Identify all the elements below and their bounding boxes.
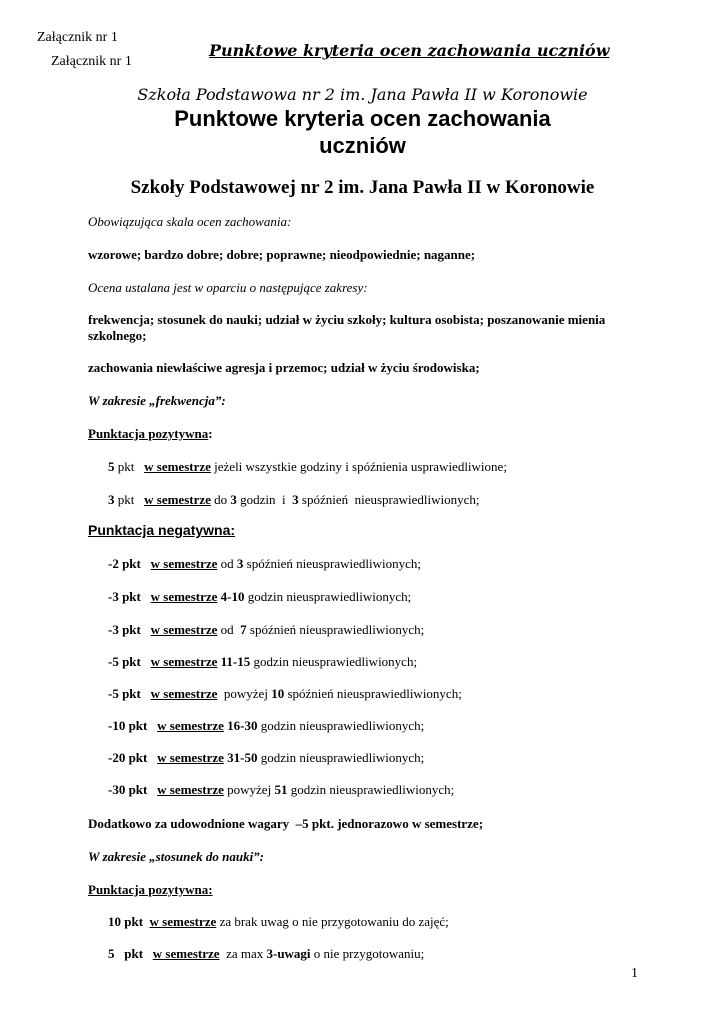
- rule-text: powyżej: [223, 782, 275, 797]
- list-item: [108, 556, 421, 572]
- page-title-line2: uczniów: [319, 133, 406, 158]
- page-title-line1: Punktowe kryteria ocen zachowania: [174, 106, 551, 131]
- script-title: Punktowe kryteria ocen zachowania uczniów: [209, 41, 610, 60]
- ranges-label: Ocena ustalana jest w oparciu o następujące zakresy:: [88, 280, 368, 295]
- points-value: -20 pkt: [108, 750, 148, 765]
- rule-number: 51: [274, 782, 288, 797]
- semester-label: w semestrze: [150, 589, 218, 604]
- rule-number: 7: [240, 622, 247, 637]
- rule-number: 3: [236, 556, 244, 571]
- list-item: [108, 622, 424, 638]
- points-value: -30 pkt: [108, 782, 148, 797]
- page-subtitle: Szkoły Podstawowej nr 2 im. Jana Pawła II w Koronowie: [130, 177, 595, 198]
- rule-text: do: [210, 492, 231, 507]
- ranges-list: frekwencja; stosunek do nauki; udział w życiu szkoły; kultura osobista; poszanowanie mienia szkolnego;: [88, 312, 606, 343]
- list-item: [108, 459, 507, 475]
- points-value: -3 pkt: [108, 589, 141, 604]
- semester-label: w semestrze: [157, 782, 224, 797]
- rule-text: godzin nieusprawiedliwionych;: [250, 654, 418, 669]
- list-item: [108, 946, 424, 962]
- list-item: [108, 654, 417, 670]
- positive-heading-label: Punktacja pozytywna: [88, 426, 209, 441]
- rule-text: godzin nieusprawiedliwionych;: [257, 718, 425, 733]
- scale-label: Obowiązująca skala ocen zachowania:: [88, 214, 292, 229]
- rule-text: godzin nieusprawiedliwionych;: [244, 589, 412, 604]
- points-unit: pkt: [114, 459, 145, 474]
- rule-text: spóźnień nieusprawiedliwionych;: [284, 686, 462, 701]
- points-value: -10 pkt: [108, 718, 148, 733]
- positive-heading-colon: :: [208, 426, 213, 441]
- rule-text: za max: [219, 946, 267, 961]
- rule-text: godzin nieusprawiedliwionych;: [257, 750, 425, 765]
- semester-label: w semestrze: [144, 492, 211, 507]
- points-value: 3: [108, 492, 115, 507]
- rule-text: godzin nieusprawiedliwionych;: [287, 782, 455, 797]
- section-heading-nauka: W zakresie „stosunek do nauki”:: [88, 849, 265, 864]
- semester-label: w semestrze: [157, 718, 224, 733]
- section-heading-frekwencja: W zakresie „frekwencja”:: [88, 393, 226, 408]
- list-item: [108, 782, 454, 798]
- positive-heading: Punktacja pozytywna:: [88, 882, 213, 897]
- rule-number: 3: [230, 492, 237, 507]
- semester-label: w semestrze: [157, 750, 224, 765]
- rule-text: spóźnień nieusprawiedliwionych;: [246, 622, 425, 637]
- rule-number: 31-50: [227, 750, 258, 765]
- points-unit: pkt: [114, 492, 145, 507]
- semester-label: w semestrze: [150, 686, 218, 701]
- points-value: 5 pkt: [108, 946, 144, 961]
- list-item: [108, 686, 462, 702]
- semester-label: w semestrze: [152, 946, 220, 961]
- list-item: [108, 589, 411, 605]
- semester-label: w semestrze: [149, 914, 217, 929]
- rule-text: spóźnień nieusprawiedliwionych;: [243, 556, 422, 571]
- points-value: -3 pkt: [108, 622, 141, 637]
- annex-label: Załącznik nr 1: [37, 30, 118, 45]
- negative-heading: Punktacja negatywna:: [88, 522, 236, 538]
- annex-label-second: Załącznik nr 1: [51, 54, 132, 69]
- rule-number: 11-15: [220, 654, 251, 669]
- points-value: -5 pkt: [108, 686, 141, 701]
- semester-label: w semestrze: [144, 459, 211, 474]
- rule-text: godzin i: [236, 492, 293, 507]
- semester-label: w semestrze: [150, 556, 218, 571]
- semester-label: w semestrze: [150, 622, 218, 637]
- semester-label: w semestrze: [150, 654, 218, 669]
- list-item: [108, 492, 480, 508]
- truancy-note: Dodatkowo za udowodnione wagary –5 pkt. jednorazowo w semestrze;: [88, 816, 484, 831]
- rule-text: o nie przygotowaniu;: [310, 946, 425, 961]
- rule-text: jeżeli wszystkie godziny i spóźnienia usprawiedliwione;: [210, 459, 507, 474]
- rule-text: powyżej: [217, 686, 272, 701]
- points-value: 10 pkt: [108, 914, 144, 929]
- page-number: 1: [631, 966, 638, 981]
- ranges-list-continued: zachowania niewłaściwe agresja i przemoc; udział w życiu środowiska;: [88, 360, 480, 375]
- script-school-name: Szkoła Podstawowa nr 2 im. Jana Pawła II w Koronowie: [137, 85, 588, 104]
- list-item: [108, 914, 449, 930]
- points-value: -2 pkt: [108, 556, 141, 571]
- rule-text: spóźnień nieusprawiedliwionych;: [298, 492, 480, 507]
- rule-text: od: [217, 622, 241, 637]
- list-item: [108, 750, 424, 766]
- rule-number: 3-uwagi: [266, 946, 311, 961]
- rule-text: za brak uwag o nie przygotowaniu do zajęć;: [216, 914, 449, 929]
- rule-number: 3: [292, 492, 299, 507]
- positive-heading: [88, 426, 213, 442]
- rule-number: 10: [271, 686, 285, 701]
- points-value: -5 pkt: [108, 654, 141, 669]
- points-value: 5: [108, 459, 115, 474]
- rule-text: od: [217, 556, 237, 571]
- scale-values: wzorowe; bardzo dobre; dobre; poprawne; nieodpowiednie; naganne;: [88, 247, 476, 262]
- rule-number: 16-30: [227, 718, 258, 733]
- rule-number: 4-10: [220, 589, 245, 604]
- list-item: [108, 718, 424, 734]
